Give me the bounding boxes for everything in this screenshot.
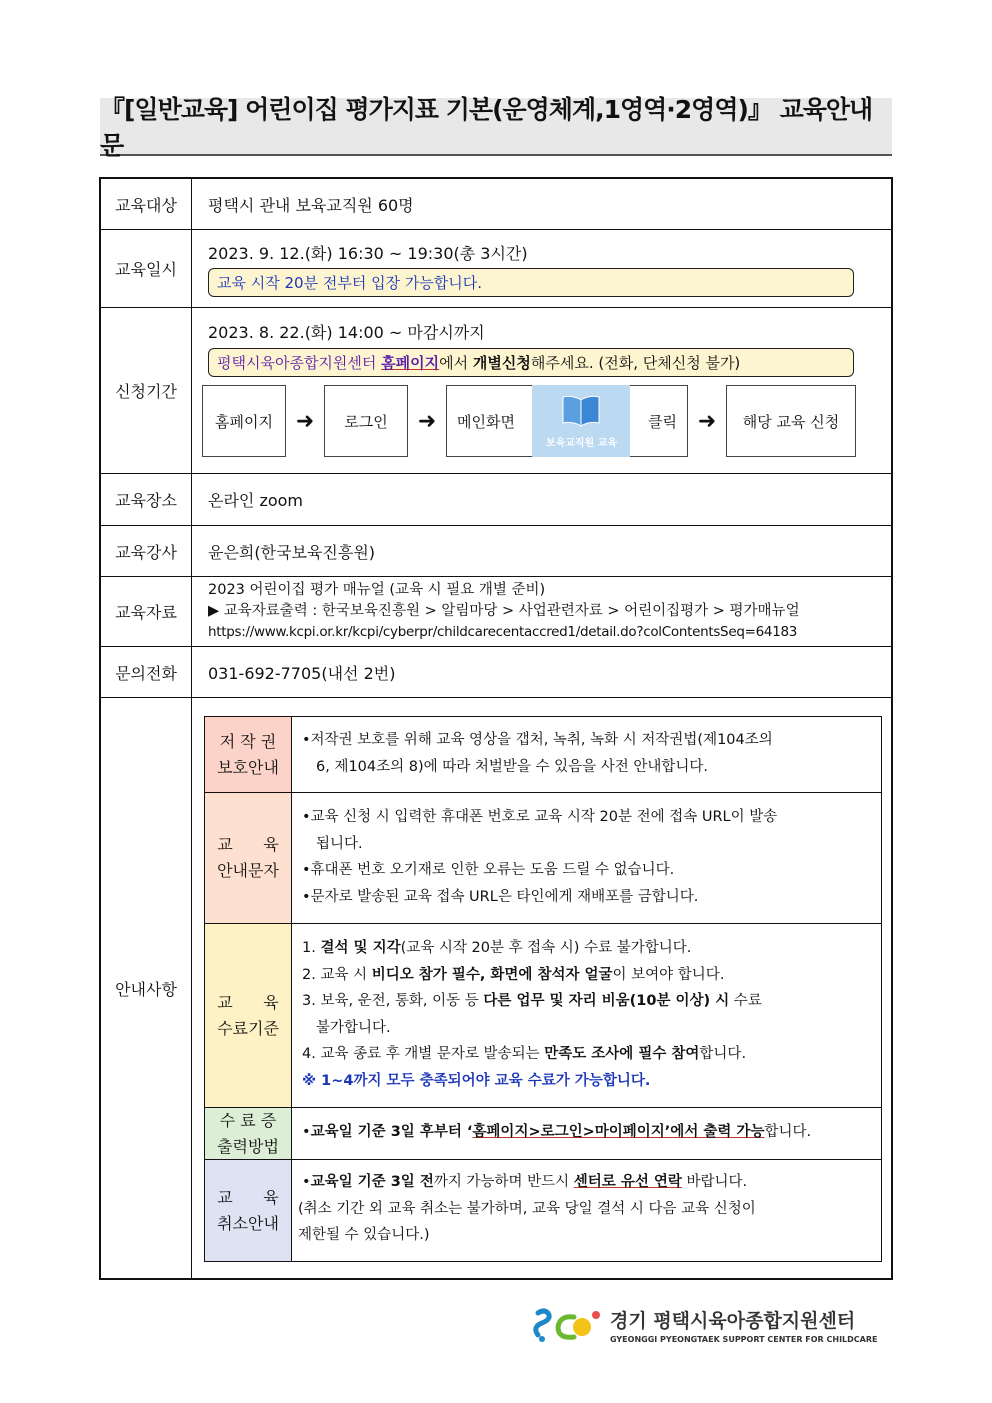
step-login: 로그인: [324, 385, 408, 457]
place-value: 온라인 zoom: [208, 491, 304, 510]
sms-text: •휴대폰 번호 오기재로 인한 오류는 도움 드릴 수 없습니다.: [302, 862, 675, 878]
notice-label: [205, 924, 292, 1107]
sms-text: •문자로 발송된 교육 접속 URL은 타인에게 재배포를 금합니다.: [302, 888, 699, 905]
row-label: 교육대상: [101, 179, 192, 229]
material-line1: 2023 어린이집 평가 매뉴얼 (교육 시 필요 개별 준비): [208, 582, 546, 598]
cancel-text: •교육일 기준 3일 전까지 가능하며 반드시 센터로 유선 연락 바랍니다.: [302, 1174, 748, 1190]
notice-table: [204, 716, 882, 1262]
row-place: [101, 474, 891, 526]
step-homepage: 홈페이지: [202, 385, 286, 457]
title-bar: [100, 95, 892, 160]
homepage-text: 홈페이지: [381, 354, 440, 372]
step-main-label: 메인화면: [457, 412, 515, 431]
center-name-eng: GYEONGGI PYEONGTAEK SUPPORT CENTER FOR CHILDCARE: [610, 1335, 878, 1344]
row-lecturer: [101, 526, 891, 577]
row-datetime: [101, 230, 891, 308]
row-notice: [101, 698, 891, 1278]
notice-label-line2: 안내문자: [217, 861, 279, 880]
criteria-item-cont: 불가합니다.: [316, 1019, 391, 1036]
material-path: ▶ 교육자료출력 : 한국보육진흥원 > 알림마당 > 사업관련자료 > 어린이집평가 > 평가매뉴얼: [208, 603, 800, 619]
certificate-text: •교육일 기준 3일 후부터 ‘홈페이지>로그인>마이페이지’에서 출력 가능합니다.: [302, 1124, 812, 1140]
notice-criteria: [205, 924, 881, 1108]
criteria-item: 4. 교육 종료 후 개별 문자로 발송되는 만족도 조사에 필수 참여합니다.: [302, 1046, 747, 1062]
notice-sms: [205, 793, 881, 924]
apply-note-text: 에서: [439, 354, 473, 372]
apply-note: [208, 348, 854, 377]
notice-label-line1: 저 작 권: [219, 731, 277, 751]
notice-label-line2: 취소안내: [217, 1213, 279, 1233]
notice-label: [205, 1160, 292, 1261]
phone-value: 031-692-7705(내선 2번): [208, 663, 396, 683]
datetime-value: 2023. 9. 12.(화) 16:30 ~ 19:30(총 3시간): [208, 243, 528, 263]
criteria-item: 2. 교육 시 비디오 참가 필수, 화면에 참석자 얼굴이 보여야 합니다.: [302, 966, 725, 983]
footer-logo: [530, 1305, 877, 1345]
arrow-icon: ➜: [417, 408, 437, 434]
notice-label-line1: 교 육: [217, 992, 279, 1012]
individual-apply: 개별신청: [472, 354, 531, 372]
notice-label-line2: 수료기준: [217, 1018, 279, 1038]
copyright-text-cont: 6, 제104조의 8)에 따라 처벌받을 수 있음을 사전 안내합니다.: [316, 758, 709, 775]
row-apply: [101, 308, 891, 474]
row-phone: [101, 647, 891, 698]
row-target: [101, 179, 891, 230]
cancel-text-cont: (취소 기간 외 교육 취소는 불가하며, 교육 당일 결석 시 다음 교육 신청이: [298, 1200, 756, 1217]
lecturer-value: 윤은희(한국보육진흥원): [208, 542, 376, 562]
criteria-item: 1. 결석 및 지각(교육 시작 20분 후 접속 시) 수료 불가합니다.: [302, 940, 692, 956]
step-apply-course: 해당 교육 신청: [726, 385, 856, 457]
apply-steps: [202, 385, 881, 457]
cancel-text-cont: 제한될 수 있습니다.): [298, 1227, 430, 1243]
sms-text-cont: 됩니다.: [316, 835, 363, 852]
material-url[interactable]: https://www.kcpi.or.kr/kcpi/cyberpr/childcarecentaccred1/detail.do?colContentsSeq=64183: [208, 624, 798, 640]
arrow-icon: ➜: [295, 408, 315, 434]
criteria-note: ※ 1~4까지 모두 충족되어야 교육 수료가 가능합니다.: [302, 1072, 651, 1089]
row-label: 교육장소: [101, 474, 192, 525]
step-main-screen: [446, 385, 688, 457]
apply-period: 2023. 8. 22.(화) 14:00 ~ 마감시까지: [208, 323, 485, 342]
target-value: 평택시 관내 보육교직원 60명: [208, 195, 414, 215]
notice-label-line2: 보호안내: [217, 757, 279, 777]
row-label: 교육자료: [101, 577, 192, 646]
info-table: [99, 177, 893, 1280]
notice-label: [205, 1108, 292, 1159]
notice-label-line1: 교 육: [217, 1187, 279, 1207]
banner-caption: 보육교직원 교육: [545, 437, 618, 449]
step-click-label: 클릭: [648, 412, 677, 431]
arrow-icon: ➜: [697, 408, 717, 434]
center-name-kor: 경기 평택시육아종합지원센터: [610, 1310, 856, 1332]
sms-text: •교육 신청 시 입력한 휴대폰 번호로 교육 시작 20분 전에 접속 URL이 발송: [302, 809, 778, 825]
document-title: 『[일반교육] 어린이집 평가지표 기본(운영체계,1영역·2영역)』 교육안내문: [100, 95, 873, 160]
row-label: 신청기간: [101, 308, 192, 473]
notice-label-line1: 수 료 증: [219, 1110, 277, 1130]
notice-cancel: [205, 1160, 881, 1261]
staff-education-banner: [532, 385, 630, 457]
copyright-text: •저작권 보호를 위해 교육 영상을 갭처, 녹취, 녹화 시 저작권법(제104조의: [302, 732, 773, 748]
center-name: 평택시육아종합지원센터: [217, 354, 382, 372]
row-label: 교육일시: [101, 230, 192, 307]
row-material: [101, 577, 891, 647]
notice-copyright: [205, 717, 881, 793]
notice-label: [205, 793, 292, 923]
entry-note: 교육 시작 20분 전부터 입장 가능합니다.: [208, 268, 854, 297]
row-label: 문의전화: [101, 647, 192, 697]
notice-certificate: [205, 1108, 881, 1160]
row-label: 교육강사: [101, 526, 192, 576]
row-label: 안내사항: [101, 698, 192, 1278]
notice-label-line2: 출력방법: [217, 1136, 279, 1156]
book-icon: [561, 394, 601, 428]
center-logo-icon: [530, 1305, 602, 1345]
notice-label: [205, 717, 292, 792]
criteria-item: 3. 보육, 운전, 통화, 이동 등 다른 업무 및 자리 비움(10분 이상) 시 수료: [302, 993, 762, 1009]
notice-label-line1: 교 육: [217, 835, 279, 854]
apply-note-tail: 해주세요. (전화, 단체신청 불가): [530, 354, 741, 372]
